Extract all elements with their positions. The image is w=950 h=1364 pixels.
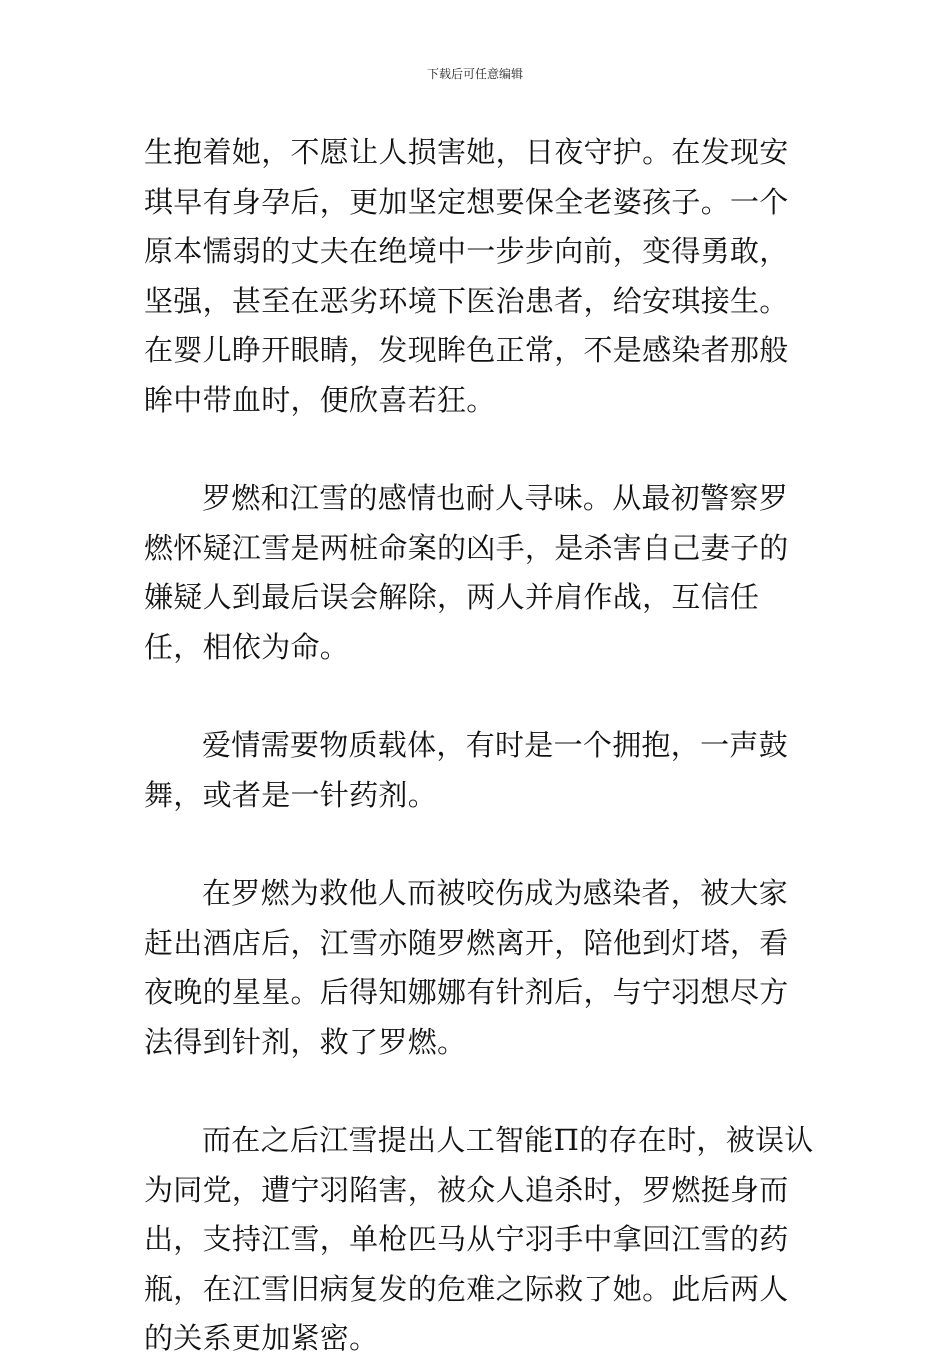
page-header: 下载后可任意编辑 (426, 67, 523, 81)
paragraph-luoran-jiangxue: 罗燃和江雪的感情也耐人寻味。从最初警察罗燃怀疑江雪是两桩命案的凶手，是杀害自己妻子的嫌疑人到最后误会解除，两人并肩作战，互信任任，相依为命。 (144, 481, 789, 664)
paragraph-lighthouse: 在罗燃为救他人而被咬伤成为感染者，被大家赶出酒店后，江雪亦随罗燃离开，陪他到灯塔，看夜晚的星星。后得知娜娜有针剂后，与宁羽想尽方法得到针剂，救了罗燃。 (144, 876, 789, 1059)
document-body (144, 128, 814, 1364)
paragraph-love-carrier: 爱情需要物质载体，有时是一个拥抱，一声鼓舞，或者是一针药剂。 (144, 728, 789, 812)
paragraph-continuation: 生抱着她，不愿让人损害她，日夜守护。在发现安琪早有身孕后，更加坚定想要保全老婆孩子。一个原本懦弱的丈夫在绝境中一步步向前，变得勇敢，坚强，甚至在恶劣环境下医治患者，给安琪接生。在婴儿睁开眼睛，发现眸色正常，不是感染者那般眸中带血时，便欣喜若狂。 (144, 135, 789, 417)
paragraph-ai-pi: 而在之后江雪提出人工智能Π的存在时，被误认为同党，遭宁羽陷害，被众人追杀时，罗燃挺身而出，支持江雪，单枪匹马从宁羽手中拿回江雪的药瓶，在江雪旧病复发的危难之际救了她。此后两人的关系更加紧密。 (144, 1123, 814, 1355)
